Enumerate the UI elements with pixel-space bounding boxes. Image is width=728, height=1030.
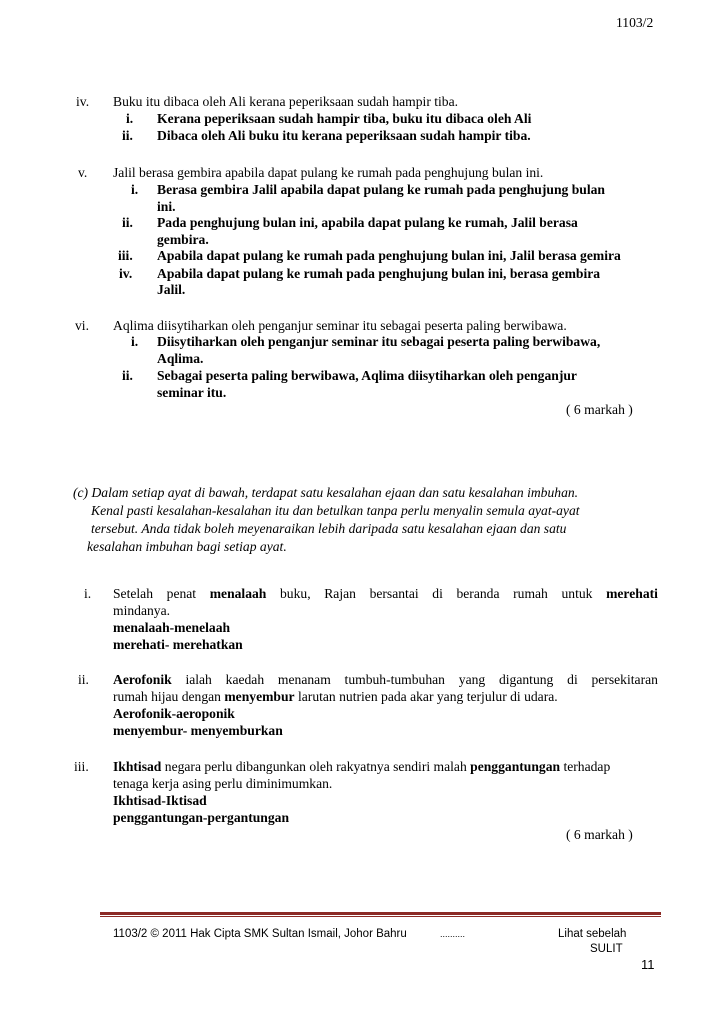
footer-dots: .......... <box>440 929 466 939</box>
word: buku, <box>280 586 311 601</box>
answer-text: penggantungan-pergantungan <box>113 810 290 825</box>
instruction-line: tersebut. Anda tidak boleh meyenaraikan lebih daripada satu kesalahan ejaan dan satu <box>91 521 567 536</box>
answer-text: seminar itu. <box>157 385 227 400</box>
error-word: merehati <box>606 586 658 601</box>
item-num: ii. <box>78 672 89 687</box>
answer-num: iv. <box>119 266 133 281</box>
answer-text: menalaah-menelaah <box>113 620 231 635</box>
answer-text: Berasa gembira Jalil apabila dapat pulang ke rumah pada penghujung bulan <box>157 182 605 197</box>
error-word: Aerofonik <box>113 672 172 687</box>
answer-text: ini. <box>157 199 176 214</box>
answer-text: merehati- merehatkan <box>113 637 243 652</box>
word: yang <box>458 672 486 687</box>
footer-sulit: SULIT <box>590 943 623 955</box>
text-run: rumah hijau dengan <box>113 689 225 704</box>
sentence-line: mindanya. <box>113 603 171 618</box>
answer-text: menyembur- menyemburkan <box>113 723 283 738</box>
answer-num: iii. <box>118 248 133 263</box>
word: ialah <box>185 672 212 687</box>
footer-rule <box>100 916 661 917</box>
word: untuk <box>561 586 593 601</box>
answer-text: Diisytiharkan oleh penganjur seminar itu sebagai peserta paling berwibawa, <box>157 334 601 349</box>
footer-next-page: Lihat sebelah <box>558 928 627 940</box>
answer-num: i. <box>126 111 134 126</box>
sentence-line <box>113 688 558 705</box>
word: persekitaran <box>591 672 658 687</box>
error-word: menyembur <box>224 689 295 704</box>
answer-text: Jalil. <box>157 282 186 297</box>
answer-text: gembira. <box>157 232 209 247</box>
instruction-line: Kenal pasti kesalahan-kesalahan itu dan betulkan tanpa perlu menyalin semula ayat-ayat <box>91 503 580 518</box>
sentence-line: tenaga kerja asing perlu diminimumkan. <box>113 776 333 791</box>
page-number: 11 <box>641 957 655 972</box>
answer-text: Kerana peperiksaan sudah hampir tiba, buku itu dibaca oleh Ali <box>157 111 532 126</box>
word: rumah <box>513 586 548 601</box>
answer-num: i. <box>131 334 139 349</box>
page-code: 1103/2 <box>616 15 654 30</box>
word: bersantai <box>369 586 419 601</box>
answer-text: Aerofonik-aeroponik <box>113 706 235 721</box>
word: tumbuh-tumbuhan <box>344 672 445 687</box>
word: di <box>567 672 578 687</box>
footer-copyright: 1103/2 © 2011 Hak Cipta SMK Sultan Ismail, Johor Bahru <box>113 928 407 940</box>
answer-text: Apabila dapat pulang ke rumah pada penghujung bulan ini, Jalil berasa gemira <box>157 248 621 263</box>
question-text: Buku itu dibaca oleh Ali kerana peperiksaan sudah hampir tiba. <box>113 94 459 109</box>
sentence-line <box>113 758 610 775</box>
error-word: penggantungan <box>470 759 561 774</box>
answer-text: Ikhtisad-Iktisad <box>113 793 207 808</box>
answer-num: ii. <box>122 368 133 383</box>
marks-label: ( 6 markah ) <box>566 402 633 417</box>
word: menanam <box>277 672 331 687</box>
answer-num: ii. <box>122 128 133 143</box>
item-num: iii. <box>74 759 89 774</box>
word: penat <box>166 586 197 601</box>
marks-label: ( 6 markah ) <box>566 827 633 842</box>
word: beranda <box>456 586 500 601</box>
word: di <box>432 586 443 601</box>
error-word: Ikhtisad <box>113 759 162 774</box>
error-word: menalaah <box>209 586 267 601</box>
footer-rule <box>100 912 661 915</box>
sentence-line <box>113 585 658 602</box>
word: digantung <box>498 672 554 687</box>
text-run: negara perlu dibangunkan oleh rakyatnya sendiri malah <box>161 759 471 774</box>
question-text: Aqlima diisytiharkan oleh penganjur seminar itu sebagai peserta paling berwibawa. <box>113 318 567 333</box>
question-text: Jalil berasa gembira apabila dapat pulang ke rumah pada penghujung bulan ini. <box>113 165 544 180</box>
answer-text: Apabila dapat pulang ke rumah pada penghujung bulan ini, berasa gembira <box>157 266 601 281</box>
answer-num: i. <box>131 182 139 197</box>
item-num: v. <box>78 165 88 180</box>
word: kaedah <box>225 672 265 687</box>
instruction-line: kesalahan imbuhan bagi setiap ayat. <box>87 539 287 554</box>
instruction-line: (c) Dalam setiap ayat di bawah, terdapat satu kesalahan ejaan dan satu kesalahan imbuhan. <box>73 485 579 500</box>
item-num: iv. <box>76 94 90 109</box>
text-run: larutan nutrien pada akar yang terjulur di udara. <box>294 689 558 704</box>
answer-text: Dibaca oleh Ali buku itu kerana peperiksaan sudah hampir tiba. <box>157 128 531 143</box>
text-run: terhadap <box>560 759 611 774</box>
answer-text: Sebagai peserta paling berwibawa, Aqlima diisytiharkan oleh penganjur <box>157 368 577 383</box>
answer-text: Pada penghujung bulan ini, apabila dapat pulang ke rumah, Jalil berasa <box>157 215 578 230</box>
sentence-line <box>113 671 658 688</box>
answer-text: Aqlima. <box>157 351 204 366</box>
word: Setelah <box>113 586 154 601</box>
answer-num: ii. <box>122 215 133 230</box>
word: Rajan <box>324 586 356 601</box>
item-num: i. <box>84 586 92 601</box>
item-num: vi. <box>75 318 89 333</box>
